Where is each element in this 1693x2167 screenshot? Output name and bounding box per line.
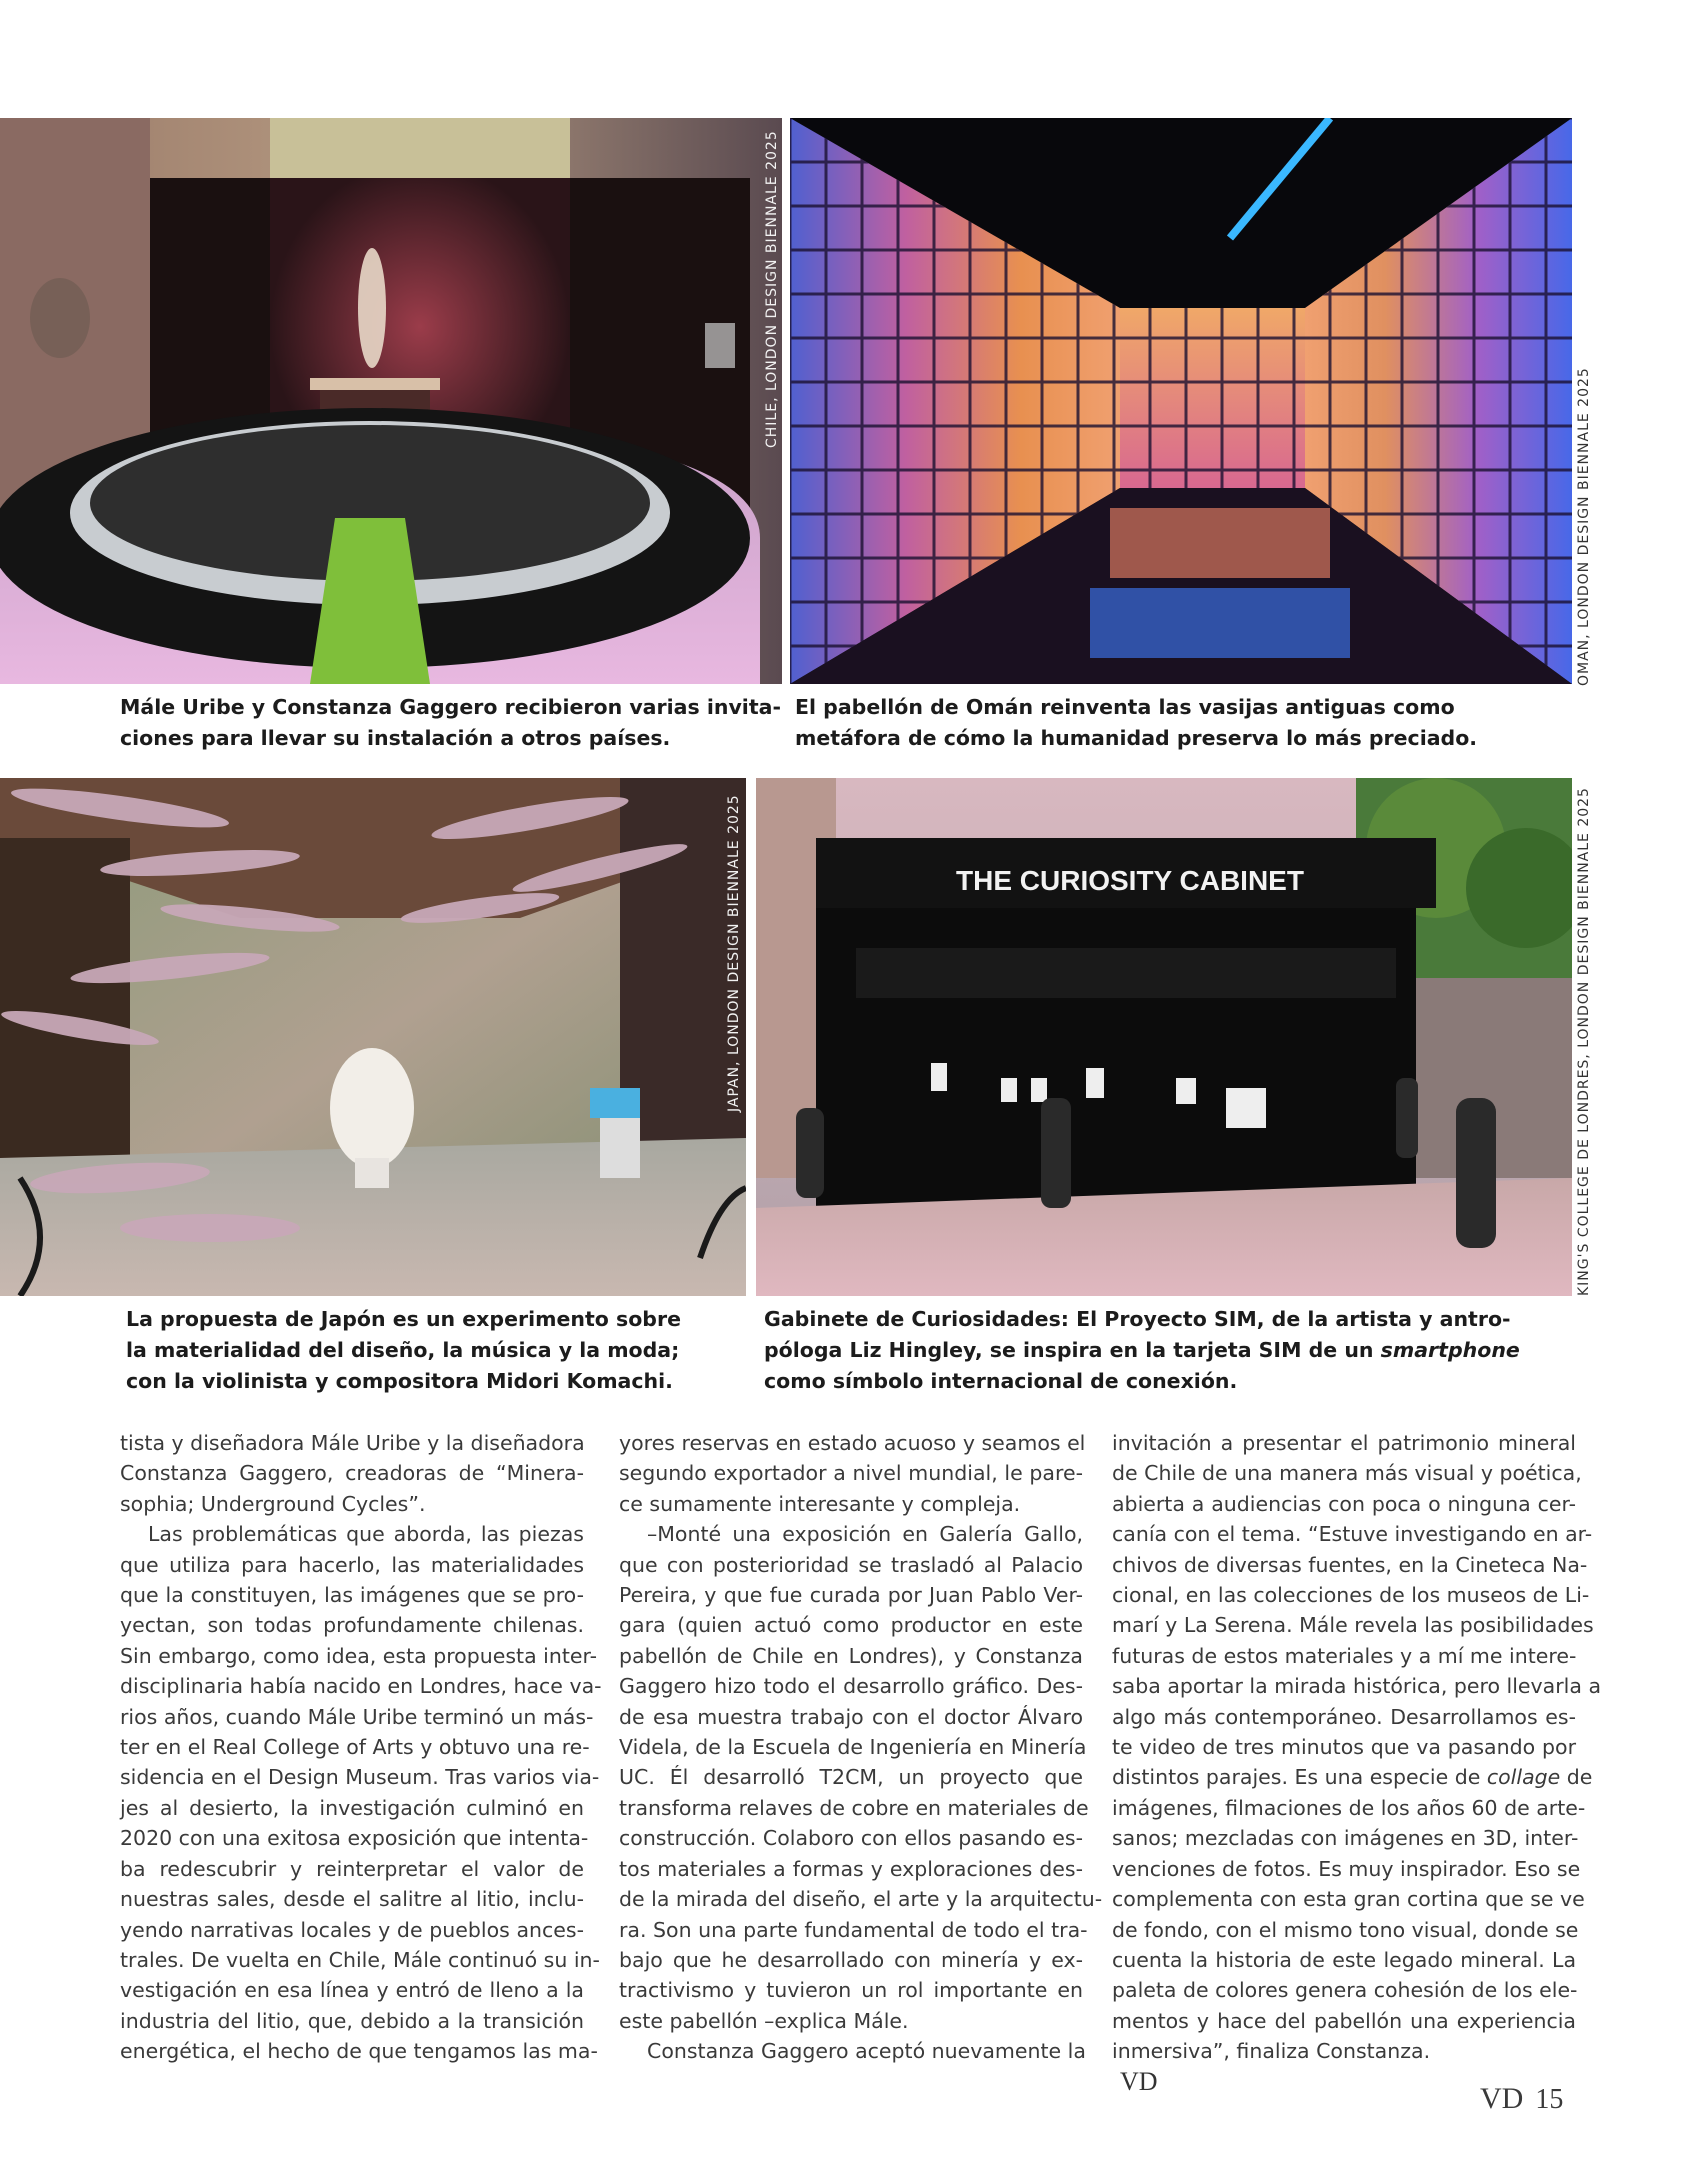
photo-credit-oman: OMAN, LONDON DESIGN BIENNALE 2025: [1576, 367, 1592, 686]
col3-line: chivos de diversas fuentes, en la Cineteca Na-: [1112, 1552, 1588, 1577]
photo-credit-kings-college: KING'S COLLEGE DE LONDRES, LONDON DESIGN BIENNALE 2025: [1576, 787, 1592, 1296]
photo-chile-pavilion: [0, 118, 782, 684]
col3-line: mentos y hace del pabellón una experiencia: [1112, 2008, 1576, 2033]
col2-line: este pabellón –explica Mále.: [619, 2008, 909, 2033]
col3-line: sanos; mezcladas con imágenes en 3D, inter-: [1112, 1826, 1579, 1851]
caption-curiosity: [764, 1304, 1520, 1397]
caption-curiosity-line-2-text: póloga Liz Hingley, se inspira en la tarjeta SIM de un: [764, 1338, 1381, 1362]
col1-paragraph-1: [120, 1428, 584, 1519]
col3-line: marí y La Serena. Mále revela las posibilidades: [1112, 1613, 1594, 1638]
col3-paragraph-1: [1112, 1428, 1602, 2097]
col2-line: transforma relaves de cobre en materiales de: [619, 1795, 1089, 1820]
col3-line-collage: [1112, 1762, 1593, 1792]
col2-line: UC. Él desarrolló T2CM, un proyecto que: [619, 1765, 1083, 1790]
col2-line: pabellón de Chile en Londres), y Constanza: [619, 1643, 1083, 1668]
col2-line: gara (quien actuó como productor en este: [619, 1613, 1083, 1638]
photo-oman-pavilion: [790, 118, 1572, 684]
col1-line: ter en el Real College of Arts y obtuvo una re-: [120, 1735, 590, 1760]
col2-line: tos materiales a formas y exploraciones des-: [619, 1856, 1083, 1881]
col2-line: bajo que he desarrollado con minería y ex-: [619, 1947, 1083, 1972]
col1-line: vestigación en esa línea y entró de lleno a la: [120, 1978, 584, 2003]
col3-line: venciones de fotos. Es muy inspirador. Eso se: [1112, 1856, 1581, 1881]
col1-line: sidencia en el Design Museum. Tras varios via-: [120, 1765, 600, 1790]
caption-curiosity-italic-word: smartphone: [1380, 1338, 1520, 1362]
col2-line: segundo exportador a nivel mundial, le pare-: [619, 1461, 1083, 1486]
col1-line: Constanza Gaggero, creadoras de “Minera-: [120, 1461, 584, 1486]
col3-line: abierta a audiencias con poca o ninguna cer-: [1112, 1491, 1576, 1516]
caption-curiosity-line-3: como símbolo internacional de conexión.: [764, 1369, 1238, 1393]
col2-line: yores reservas en estado acuoso y seamos el: [619, 1431, 1086, 1455]
col3-text: de: [1560, 1765, 1593, 1790]
caption-chile-line-1: Mále Uribe y Constanza Gaggero recibieron varias invita-: [120, 695, 781, 719]
col3-line: invitación a presentar el patrimonio mineral: [1112, 1431, 1576, 1455]
col3-line: saba aportar la mirada histórica, pero llevarla a: [1112, 1674, 1602, 1699]
col3-text: distintos parajes. Es una especie de: [1112, 1765, 1487, 1790]
col1-line: yectan, son todas profundamente chilenas.: [120, 1613, 584, 1638]
page-number: 15: [1535, 2084, 1564, 2115]
caption-oman: [795, 692, 1477, 754]
col3-text: inmersiva”, finaliza Constanza.: [1112, 2039, 1431, 2064]
caption-japan-line-3: con la violinista y compositora Midori Komachi.: [126, 1369, 673, 1393]
col3-line: de fondo, con el mismo tono visual, donde se: [1112, 1917, 1579, 1942]
col2-line: Videla, de la Escuela de Ingeniería en Minería: [619, 1735, 1087, 1760]
col1-paragraph-2: [120, 1519, 602, 2066]
caption-curiosity-line-2: [764, 1335, 1520, 1366]
col1-line: 2020 con una exitosa exposición que intenta-: [120, 1826, 589, 1851]
col1-line: ba redescubrir y reinterpretar el valor de: [120, 1856, 584, 1881]
col1-line: sophia; Underground Cycles”.: [120, 1491, 426, 1516]
col3-line: complementa con esta gran cortina que se ve: [1112, 1887, 1585, 1912]
col2-line: Pereira, y que fue curada por Juan Pablo Ver-: [619, 1583, 1083, 1608]
caption-japan-line-1: La propuesta de Japón es un experimento sobre: [126, 1307, 681, 1331]
body-column-1: [120, 1428, 602, 2067]
col1-line: energética, el hecho de que tengamos las ma-: [120, 2039, 598, 2064]
col2-line: que con posterioridad se trasladó al Palacio: [619, 1552, 1083, 1577]
magazine-logo: VD: [1480, 2082, 1524, 2115]
end-mark: VD: [1120, 2066, 1158, 2096]
col2-line: construcción. Colaboro con ellos pasando es-: [619, 1826, 1083, 1851]
col3-line: te video de tres minutos que va pasando por: [1112, 1735, 1576, 1760]
col1-line: que utiliza para hacerlo, las materialidades: [120, 1552, 584, 1577]
col1-line: rios años, cuando Mále Uribe terminó un más-: [120, 1704, 594, 1729]
col3-line: imágenes, filmaciones de los años 60 de arte-: [1112, 1795, 1586, 1820]
col1-line: tista y diseñadora Mále Uribe y la diseñadora: [120, 1431, 585, 1455]
caption-oman-line-1: El pabellón de Omán reinventa las vasijas antiguas como: [795, 695, 1455, 719]
col1-line: industria del litio, que, debido a la transición: [120, 2008, 584, 2033]
col1-line: yendo narrativas locales y de pueblos ances-: [120, 1917, 584, 1942]
caption-japan-line-2: la materialidad del diseño, la música y la moda;: [126, 1338, 680, 1362]
col2-line: Constanza Gaggero aceptó nuevamente la: [647, 2039, 1086, 2064]
col2-line: ra. Son una parte fundamental de todo el tra-: [619, 1917, 1088, 1942]
caption-curiosity-line-1: Gabinete de Curiosidades: El Proyecto SIM, de la artista y antro-: [764, 1307, 1511, 1331]
col2-paragraph-3: [619, 2036, 1086, 2066]
col2-line: de esa muestra trabajo con el doctor Álvaro: [619, 1704, 1083, 1729]
col3-italic-word: collage: [1486, 1765, 1561, 1790]
caption-japan: [126, 1304, 681, 1397]
col1-line: jes al desierto, la investigación culminó en: [120, 1795, 584, 1820]
col3-line: algo más contemporáneo. Desarrollamos es-: [1112, 1704, 1576, 1729]
col3-line: paleta de colores genera cohesión de los ele-: [1112, 1978, 1578, 2003]
col1-line: que la constituyen, las imágenes que se pro-: [120, 1583, 584, 1608]
col2-paragraph-1: [619, 1428, 1086, 1519]
col3-line: cional, en las colecciones de los museos de Li-: [1112, 1583, 1590, 1608]
col3-line: futuras de estos materiales y a mí me intere-: [1112, 1643, 1577, 1668]
photo-credit-chile: CHILE, LONDON DESIGN BIENNALE 2025: [764, 130, 780, 448]
col1-line: trales. De vuelta en Chile, Mále continuó su in-: [120, 1947, 600, 1972]
col2-line: tractivismo y tuvieron un rol importante en: [619, 1978, 1083, 2003]
photo-curiosity-cabinet: [756, 778, 1572, 1296]
body-column-3: [1112, 1428, 1602, 2097]
curiosity-cabinet-sign: THE CURIOSITY CABINET: [956, 865, 1304, 896]
col3-line: cuenta la historia de este legado mineral. La: [1112, 1947, 1576, 1972]
col1-line: Las problemáticas que aborda, las piezas: [148, 1522, 584, 1547]
caption-chile: [120, 692, 781, 754]
col1-line: disciplinaria había nacido en Londres, hace va-: [120, 1674, 602, 1699]
photo-japan-pavilion: [0, 778, 746, 1296]
col2-line: Gaggero hizo todo el desarrollo gráfico. Des-: [619, 1674, 1083, 1699]
col3-line: de Chile de una manera más visual y poética,: [1112, 1461, 1582, 1486]
col2-line: –Monté una exposición en Galería Gallo,: [647, 1522, 1083, 1547]
caption-chile-line-2: ciones para llevar su instalación a otros países.: [120, 726, 671, 750]
body-column-2: [619, 1428, 1103, 2067]
photo-credit-japan: JAPAN, LONDON DESIGN BIENNALE 2025: [726, 794, 742, 1112]
col2-paragraph-2: [619, 1519, 1103, 2036]
col1-line: Sin embargo, como idea, esta propuesta inter-: [120, 1643, 597, 1668]
col1-line: nuestras sales, desde el salitre al litio, inclu-: [120, 1887, 584, 1912]
col2-line: ce sumamente interesante y compleja.: [619, 1491, 1021, 1516]
col3-line: canía con el tema. “Estuve investigando en ar-: [1112, 1522, 1593, 1547]
caption-oman-line-2: metáfora de cómo la humanidad preserva lo más preciado.: [795, 726, 1478, 750]
page-folio: [1480, 2082, 1563, 2116]
col2-line: de la mirada del diseño, el arte y la arquitectu-: [619, 1887, 1103, 1912]
